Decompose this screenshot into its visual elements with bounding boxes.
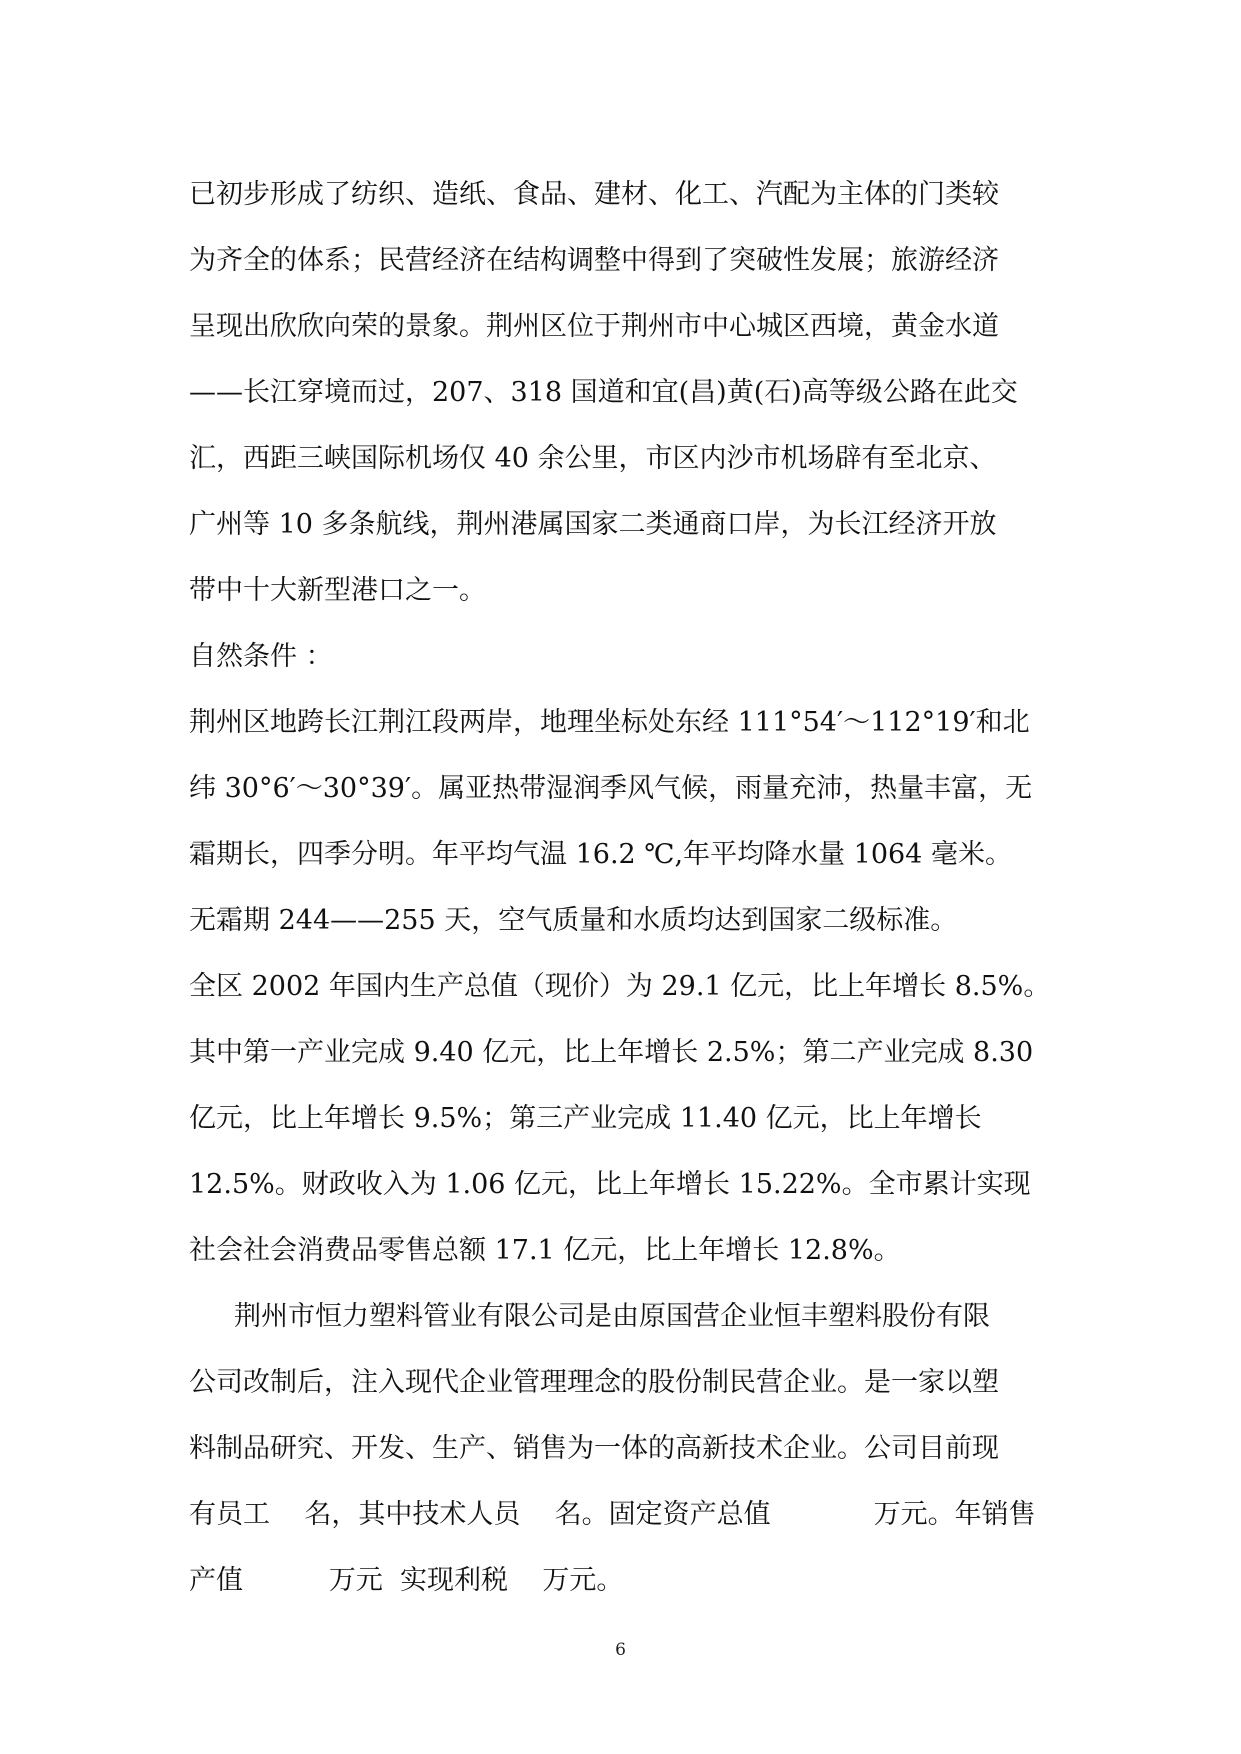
- text-line: 呈现出欣欣向荣的景象。荆州区位于荆州市中心城区西境，黄金水道: [189, 311, 999, 342]
- text-line: 霜期长，四季分明。年平均气温 16.2 ℃,年平均降水量 1064 毫米。: [189, 839, 1012, 870]
- text-line: 汇，西距三峡国际机场仅 40 余公里，市区内沙市机场辟有至北京、: [189, 443, 997, 474]
- section-heading: 自然条件 ：: [189, 641, 333, 672]
- text-line: 12.5%。财政收入为 1.06 亿元，比上年增长 15.22%。全市累计实现: [189, 1169, 1031, 1200]
- text-line: 带中十大新型港口之一。: [189, 575, 486, 606]
- text-line: 纬 30°6′～30°39′。属亚热带湿润季风气候，雨量充沛，热量丰富，无: [189, 773, 1033, 804]
- text-line: 无霜期 244——255 天，空气质量和水质均达到国家二级标准。: [189, 905, 958, 936]
- text-line: 产值 万元 实现利税 万元。: [189, 1565, 624, 1596]
- text-line: 公司改制后，注入现代企业管理理念的股份制民营企业。是一家以塑: [189, 1367, 999, 1398]
- text-line: 料制品研究、开发、生产、销售为一体的高新技术企业。公司目前现: [189, 1433, 999, 1464]
- page-number: 6: [615, 1640, 626, 1660]
- body-text: [189, 162, 1069, 1614]
- text-line: 广州等 10 多条航线，荆州港属国家二类通商口岸，为长江经济开放: [189, 509, 997, 540]
- paragraph-first-line: 荆州市恒力塑料管业有限公司是由原国营企业恒丰塑料股份有限: [234, 1301, 990, 1332]
- text-line: 亿元，比上年增长 9.5%；第三产业完成 11.40 亿元，比上年增长: [189, 1103, 982, 1134]
- text-line: 其中第一产业完成 9.40 亿元，比上年增长 2.5%；第二产业完成 8.30: [189, 1037, 1034, 1068]
- text-line: 有员工 名，其中技术人员 名。固定资产总值 万元。年销售: [189, 1499, 1036, 1530]
- text-line: 为齐全的体系；民营经济在结构调整中得到了突破性发展；旅游经济: [189, 245, 999, 276]
- text-line: ——长江穿境而过，207、318 国道和宜(昌)黄(石)高等级公路在此交: [189, 377, 1018, 408]
- text-line: 社会社会消费品零售总额 17.1 亿元，比上年增长 12.8%。: [189, 1235, 901, 1266]
- text-line: 已初步形成了纺织、造纸、食品、建材、化工、汽配为主体的门类较: [189, 179, 999, 210]
- text-line: 荆州区地跨长江荆江段两岸，地理坐标处东经 111°54′～112°19′和北: [189, 707, 1030, 738]
- text-line: 全区 2002 年国内生产总值（现价）为 29.1 亿元，比上年增长 8.5%。: [189, 971, 1051, 1002]
